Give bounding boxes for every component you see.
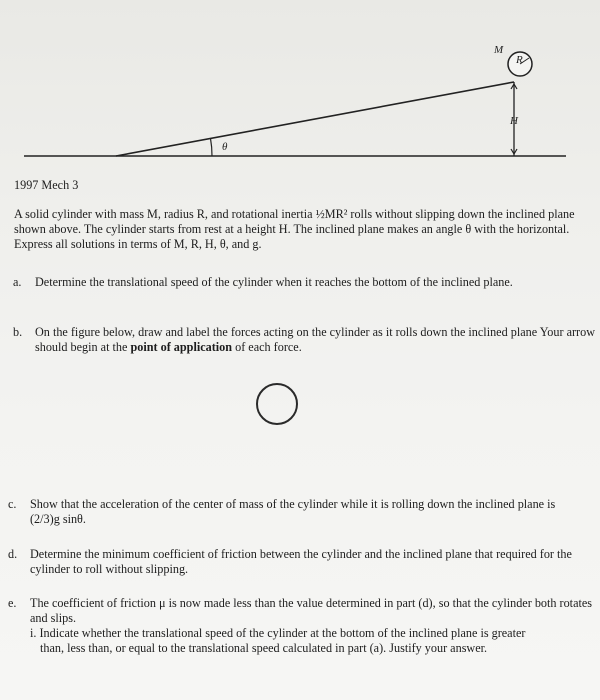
question-e-main: The coefficient of friction μ is now made less than the value determined in part (d), so that the cylinder both rotates and slips. [30,596,593,625]
question-c-letter: c. [8,497,17,511]
question-d-letter: d. [8,547,18,561]
question-e-sub-i-cont: than, less than, or equal to the translational speed calculated in part (a). Justify your answer. [40,641,488,655]
angle-arc [211,139,213,157]
problem-intro: A solid cylinder with mass M, radius R, and rotational inertia ½MR² rolls without slipping down the inclined plane shown above. The cylinder starts from rest at a height H. The inclined plane makes an angle θ with the horizontal. Express all solutions in terms of M, R, H, θ, and g. [14,207,575,251]
question-e-sub-i: i. Indicate whether the translational speed of the cylinder at the bottom of the inclined plane is greater [30,626,526,640]
question-e-letter: e. [8,596,17,610]
question-a-letter: a. [13,275,22,289]
question-b-text-after: of each force. [232,340,302,354]
question-c [8,497,598,527]
question-a-text: Determine the translational speed of the cylinder when it reaches the bottom of the inclined plane. [35,275,513,289]
question-c-text: Show that the acceleration of the center of mass of the cylinder while it is rolling down the inclined plane is (2/3)g sinθ. [30,497,556,526]
question-e-text [30,596,598,656]
question-a [13,275,598,290]
question-b-letter: b. [13,325,23,339]
incline-figure [0,0,600,170]
radius-label: R [516,54,523,66]
question-b-bold: point of application [130,340,233,354]
question-b [13,325,598,355]
question-d-text: Determine the minimum coefficient of friction between the cylinder and the inclined plane that required for the cylinder to roll without slipping. [30,547,572,576]
incline-surface [116,82,514,156]
question-b-text [35,325,598,355]
mass-label: M [494,44,504,56]
angle-label: θ [222,141,228,153]
height-label: H [510,115,518,127]
question-d [8,547,598,577]
question-b-text-before: On the figure below, draw and label the forces acting on the cylinder as it rolls down the inclined plane Your arrow should begin at the [35,325,596,354]
problem-heading: 1997 Mech 3 [14,178,79,192]
question-e [8,596,598,656]
answer-circle [256,383,298,425]
